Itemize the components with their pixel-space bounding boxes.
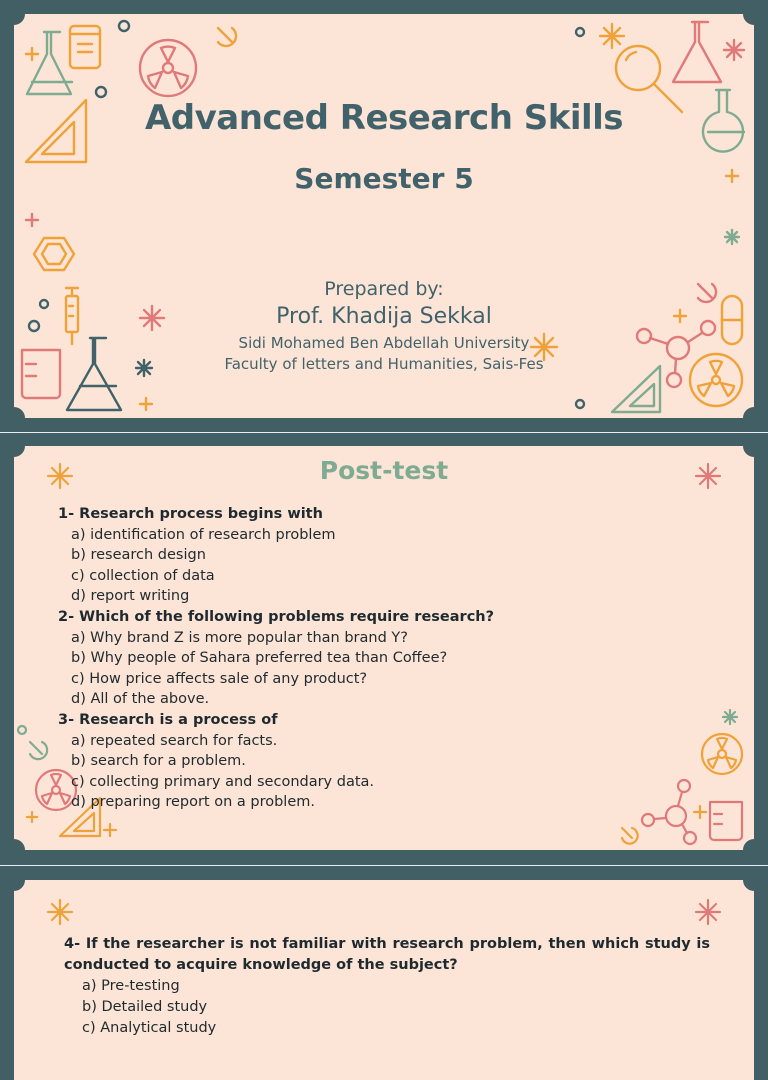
cover-slide — [14, 14, 754, 418]
answer-option: c) Analytical study — [82, 1020, 217, 1036]
plus-icon — [140, 398, 152, 410]
answer-option: d) report writing — [71, 588, 190, 605]
dot-icon — [96, 87, 106, 97]
pill-icon — [30, 742, 47, 759]
semester-subtitle: Semester 5 — [294, 162, 474, 195]
hexagon-icon — [34, 238, 74, 270]
plus-icon — [104, 824, 116, 836]
answer-option: d) All of the above. — [71, 691, 210, 708]
sparkle-icon — [724, 40, 744, 60]
sparkle-icon — [696, 900, 720, 924]
question: 3- Research is a process of — [58, 711, 278, 728]
answer-option: b) research design — [71, 547, 206, 564]
answer-option: c) collection of data — [71, 567, 215, 584]
answer-option: a) identification of research problem — [71, 526, 336, 543]
dot-icon — [119, 21, 129, 31]
plus-icon — [27, 812, 37, 822]
answer-option: b) search for a problem. — [71, 753, 246, 770]
answer-option: c) collecting primary and secondary data. — [71, 773, 375, 790]
answer-option: a) repeated search for facts. — [71, 732, 278, 749]
pill-icon — [218, 28, 236, 46]
plus-icon — [26, 214, 38, 226]
sparkle-icon — [48, 900, 72, 924]
pill-icon — [622, 828, 638, 844]
answer-option: d) preparing report on a problem. — [71, 794, 315, 811]
question: 2- Which of the following problems require research? — [58, 608, 495, 625]
jar-icon — [70, 26, 100, 68]
radiation-icon — [140, 40, 196, 96]
answer-option: a) Pre-testing — [82, 978, 180, 994]
slide-separator — [0, 432, 768, 433]
question: 4- If the researcher is not familiar with research problem, then which study is conducted to acquire knowledge of the subject? — [64, 936, 710, 973]
question-list — [64, 934, 710, 1039]
question: 1- Research process begins with — [58, 506, 323, 522]
flask-icon — [27, 32, 72, 94]
prepared-by-label: Prepared by: — [324, 278, 444, 300]
post-test-slide — [14, 446, 754, 850]
author-name: Prof. Khadija Sekkal — [276, 304, 492, 329]
answer-option: b) Detailed study — [82, 999, 208, 1015]
sparkle-icon — [600, 24, 624, 48]
answer-option: c) How price affects sale of any product? — [71, 670, 368, 687]
answer-option: a) Why brand Z is more popular than brand Y? — [71, 629, 408, 646]
dot-icon — [18, 726, 26, 734]
faculty-name: Faculty of letters and Humanities, Sais-Fes — [224, 355, 544, 373]
post-test-title: Post-test — [319, 456, 449, 485]
slide-separator — [0, 865, 768, 866]
university-name: Sidi Mohamed Ben Abdellah University — [238, 334, 530, 352]
flask-icon — [673, 22, 721, 82]
plus-icon — [26, 48, 38, 60]
presentation-title: Advanced Research Skills — [144, 98, 624, 138]
question-slide — [14, 880, 754, 1080]
sparkle-icon — [725, 230, 739, 244]
dot-icon — [576, 28, 584, 36]
answer-option: b) Why people of Sahara preferred tea than Coffee? — [71, 650, 448, 667]
question-list — [58, 504, 734, 813]
dot-icon — [576, 400, 584, 408]
